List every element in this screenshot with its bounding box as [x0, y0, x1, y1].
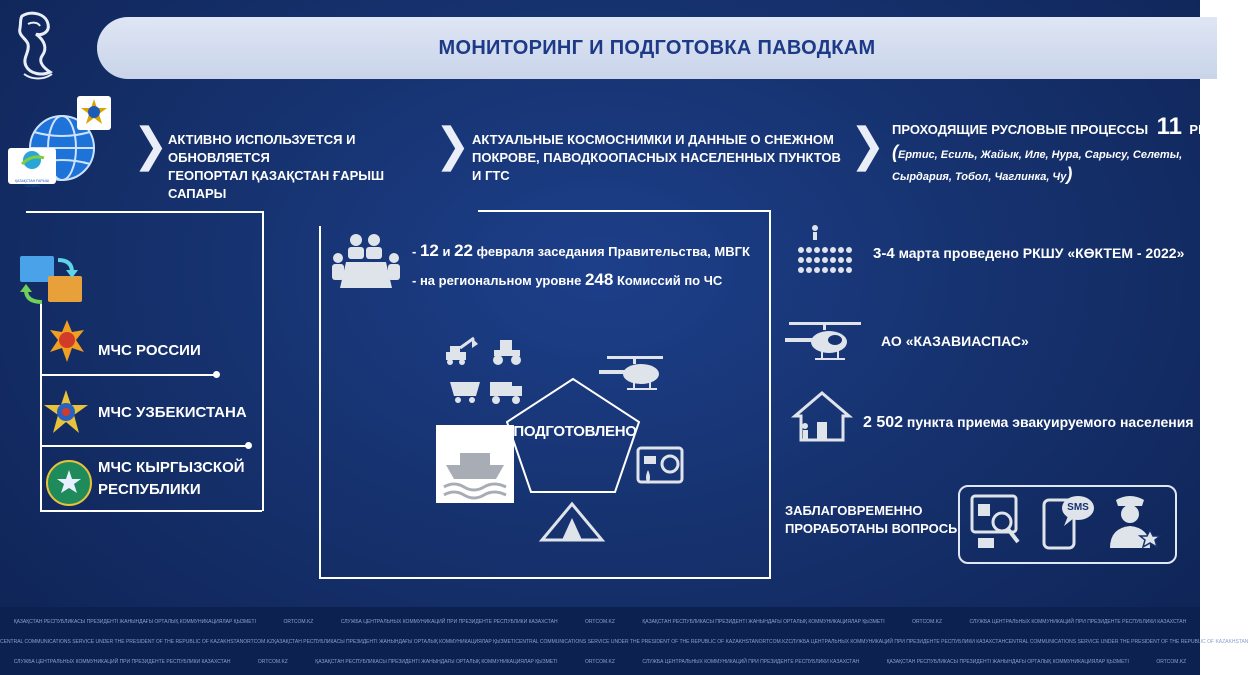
mchs-uzbekistan-emblem-icon [43, 389, 85, 431]
house-icon [793, 390, 851, 442]
mchs-kz-emblem-icon [77, 96, 111, 130]
rivers-block: ПРОХОДЯЩИЕ РУСЛОВЫЕ ПРОЦЕССЫ 11 РЕК (Ертис, Есиль, Жайык, Иле, Нура, Сарысу, Селеты, Сырдария, Тобол, Чаглинка, Чу) [892, 113, 1215, 184]
folder-sync-icon [18, 252, 84, 308]
rivers-prefix: ПРОХОДЯЩИЕ РУСЛОВЫЕ ПРОЦЕССЫ [892, 122, 1149, 137]
snow-leopard-logo [14, 10, 58, 82]
center-panel-top-line [478, 210, 771, 212]
crowd-icon [795, 224, 857, 276]
aviation-label: АО «КАЗАВИАСПАС» [881, 333, 1029, 349]
row-dot [245, 442, 252, 449]
left-panel-top-line [26, 211, 264, 213]
chevron-right-icon: ❯ [435, 118, 471, 171]
left-panel-row-line [40, 510, 262, 512]
evacuation-text: 2 502 пункта приема эвакуируемого населения [863, 414, 1194, 431]
page-title: МОНИТОРИНГ И ПОДГОТОВКА ПАВОДКАМ [438, 36, 876, 59]
advance-text: ЗАБЛАГОВРЕМЕННО ПРОРАБОТАНЫ ВОПРОСЫ [785, 503, 961, 536]
left-panel-row-line [40, 374, 216, 376]
meeting-icon [330, 232, 402, 294]
rivers-list-1: Ертис, Есиль, Жайык, Иле, Нура, Сарысу, Селеты, [898, 149, 1183, 161]
generator-icon [632, 444, 688, 492]
space-logo-text: ҚАЗАҚСТАН ҒАРЫШ САПАРЫ [15, 179, 49, 188]
chevron-right-icon: ❯ [133, 118, 169, 171]
footer: ҚАЗАҚСТАН РЕСПУБЛИКАСЫ ПРЕЗИДЕНТІ ЖАНЫНДАҒЫ ОРТАЛЫҚ КОММУНИКАЦИЯЛАР ҚЫЗМЕТІ ORTCOM.KZ СЛУЖБА ЦЕНТРАЛЬНЫХ КОММУНИКАЦИЙ ПРИ ПРЕЗИДЕНТЕ РЕСПУБЛИКИ КАЗАХСТАН ORTCOM.KZ ҚАЗАҚСТАН РЕСПУБЛИКАСЫ ПРЕЗИДЕНТІ ЖАНЫНДАҒЫ ОРТАЛЫҚ КОММУНИКАЦИЯЛАР ҚЫЗМЕТІ ORTCOM.KZ СЛУЖБА ЦЕНТРАЛЬНЫХ КОММУНИКАЦИЙ ПРИ ПРЕЗИДЕНТЕ РЕСПУБЛИКИ КАЗАХСТАН CENTRAL COMMUNICATIONS SERVICE UNDER THE PRESIDENT OF THE REPUBLIC OF KAZAKHSTAN ORTCOM.KZ ҚАЗАҚСТАН РЕСПУБЛИКАСЫ ПРЕЗИДЕНТІ ЖАНЫНДАҒЫ ОРТАЛЫҚ КОММУНИКАЦИЯЛАР ҚЫЗМЕТІ CENTRAL COMMUNICATIONS SERVICE UNDER THE PRESIDENT OF THE REPUBLIC OF KAZAKHSTAN ORTCOM.KZ СЛУЖБА ЦЕНТРАЛЬНЫХ КОММУНИКАЦИЙ ПРИ ПРЕЗИДЕНТЕ РЕСПУБЛИКИ КАЗАХСТАН CENTRAL COMMUNICATIONS SERVICE UNDER THE PRESIDENT OF THE REPUBLIC OF KAZAKHSTAN СЛУЖБА ЦЕНТРАЛЬНЫХ КОММУНИКАЦИЙ ПРИ ПРЕЗИДЕНТЕ РЕСПУБЛИКИ КАЗАХСТАН ORTCOM.KZ ҚАЗАҚСТАН РЕСПУБЛИКАСЫ ПРЕЗИДЕНТІ ЖАНЫНДАҒЫ ОРТАЛЫҚ КОММУНИКАЦИЯЛАР ҚЫЗМЕТІ ORTCOM.KZ СЛУЖБА ЦЕНТРАЛЬНЫХ КОММУНИКАЦИЙ ПРИ ПРЕЗИДЕНТЕ РЕСПУБЛИКИ КАЗАХСТАН ҚАЗАҚСТАН РЕСПУБЛИКАСЫ ПРЕЗИДЕНТІ ЖАНЫНДАҒЫ ОРТАЛЫҚ КОММУНИКАЦИЯЛАР ҚЫЗМЕТІ ORTCOM.KZ [0, 607, 1200, 675]
org-uzbekistan-label: МЧС УЗБЕКИСТАНА [98, 404, 247, 421]
meeting-text: - 12 и 22 февраля заседания Правительства, МВГК - на региональном уровне 248 Комиссий по ЧС [412, 241, 750, 289]
left-panel-right-line [262, 211, 264, 511]
sms-phone-icon [1040, 490, 1096, 552]
kazakhstan-space-logo [8, 148, 56, 188]
sms-label: SMS [1067, 502, 1089, 513]
rivers-list-2: Сырдария, Тобол, Чаглинка, Чу [892, 171, 1067, 183]
exercise-text: 3-4 марта проведено РКШУ «КӨКТЕМ - 2022» [873, 245, 1185, 262]
roller-icon [490, 336, 524, 366]
mchs-russia-emblem-icon [46, 318, 88, 360]
prepared-label: ПОДГОТОВЛЕНО [513, 423, 637, 440]
center-panel-left-line [319, 226, 321, 579]
org-russia-label: МЧС РОССИИ [98, 342, 201, 359]
left-panel-vertical [40, 300, 42, 512]
geoportal-text: АКТИВНО ИСПОЛЬЗУЕТСЯ И ОБНОВЛЯЕТСЯ ГЕОПОРТАЛ ҚАЗАҚСТАН ҒАРЫШ САПАРЫ [168, 132, 385, 201]
cart-icon [448, 378, 482, 404]
row-dot [213, 371, 220, 378]
rivers-unit: РЕК [1189, 122, 1215, 137]
police-officer-icon [1104, 490, 1164, 552]
chevron-right-icon: ❯ [850, 118, 886, 171]
org-kyrgyzstan-label: МЧС КЫРГЫЗСКОЙ РЕСПУБЛИКИ [98, 459, 245, 498]
rivers-count: 11 [1156, 113, 1182, 140]
mchs-kyrgyzstan-emblem-icon [46, 460, 92, 506]
center-panel-bottom-line [319, 577, 771, 579]
space-images-text: АКТУАЛЬНЫЕ КОСМОСНИМКИ И ДАННЫЕ О СНЕЖНОМ ПОКРОВЕ, ПАВОДКООПАСНЫХ НАСЕЛЕННЫХ ПУНКТОВ И ГТС [472, 132, 841, 183]
helicopter-right-icon [783, 320, 863, 364]
header-bar [97, 17, 1217, 79]
tent-icon [540, 500, 604, 544]
left-panel-row-line [40, 445, 248, 447]
excavator-icon [444, 336, 480, 366]
document-search-icon [968, 492, 1024, 552]
